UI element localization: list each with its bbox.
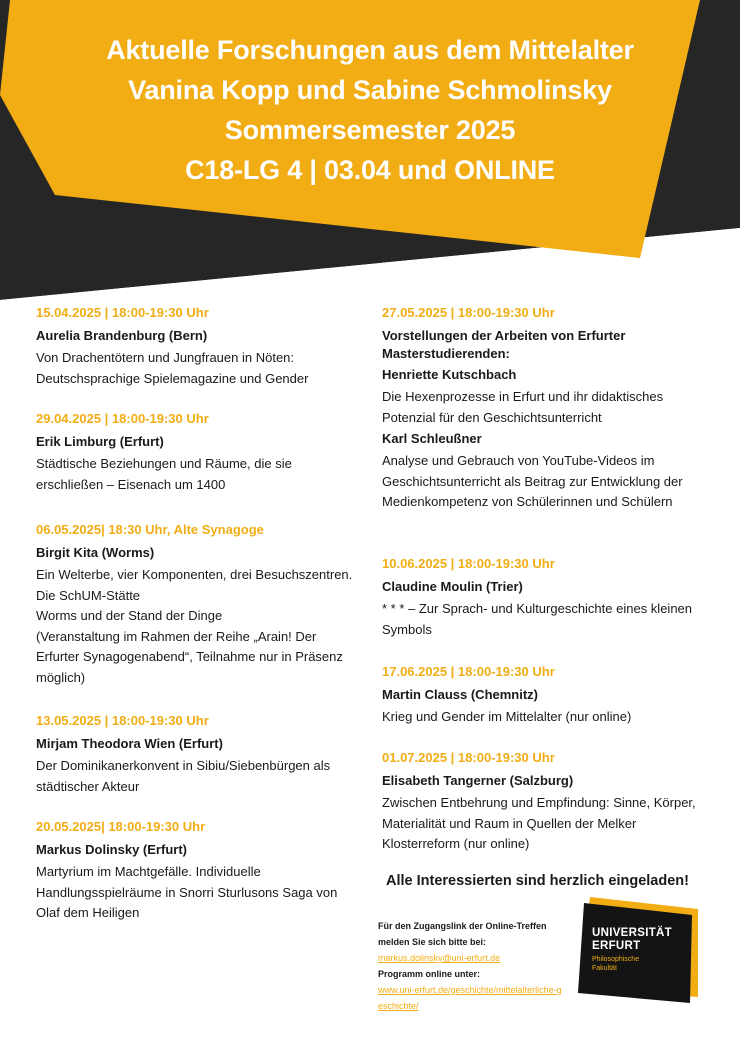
event-speaker: Erik Limburg (Erfurt) xyxy=(36,434,164,449)
event-date: 01.07.2025 | 18:00-19:30 Uhr xyxy=(382,750,555,765)
event-date: 10.06.2025 | 18:00-19:30 Uhr xyxy=(382,556,555,571)
event-talk-title-cont: Worms und der Stand der Dinge xyxy=(36,608,223,623)
event-speaker: Karl Schleußner xyxy=(382,431,482,446)
logo-line-fakultaet: Fakultät xyxy=(592,965,617,972)
event-item xyxy=(382,749,712,855)
event-date: 29.04.2025 | 18:00-19:30 Uhr xyxy=(36,411,209,426)
event-speaker: Elisabeth Tangerner (Salzburg) xyxy=(382,773,574,788)
event-talk-title: Von Drachentötern und Jungfrauen in Nöten: Deutschsprachige Spielemagazine und Gender xyxy=(36,350,309,386)
program-right-column xyxy=(382,304,712,855)
event-item xyxy=(382,555,712,663)
event-session-title: Vorstellungen der Arbeiten von Erfurter Masterstudierenden: xyxy=(382,328,626,361)
event-talk-title: Ein Welterbe, vier Komponenten, drei Besuchszentren. Die SchUM-Stätte xyxy=(36,567,353,603)
program-online-label: Programm online unter: xyxy=(378,969,481,979)
event-item xyxy=(36,521,358,712)
university-logo xyxy=(578,897,700,1003)
event-item xyxy=(36,410,358,521)
event-note: (Veranstaltung im Rahmen der Reihe „Arain! Der Erfurter Synagogenabend“, Teilnahme nur in Präsenz möglich) xyxy=(36,628,343,685)
event-speaker: Birgit Kita (Worms) xyxy=(36,545,155,560)
logo-line-universitaet: UNIVERSITÄT xyxy=(592,927,672,939)
header-title-block xyxy=(0,30,740,190)
event-date: 20.05.2025| 18:00-19:30 Uhr xyxy=(36,819,206,834)
event-speaker: Henriette Kutschbach xyxy=(382,367,517,382)
organizers: Vanina Kopp und Sabine Schmolinsky xyxy=(128,75,612,105)
event-speaker: Martin Clauss (Chemnitz) xyxy=(382,687,539,702)
event-date: 06.05.2025| 18:30 Uhr, Alte Synagoge xyxy=(36,522,264,537)
event-item xyxy=(382,304,712,555)
access-info xyxy=(378,918,564,1014)
header-banner xyxy=(0,0,740,300)
event-item xyxy=(36,304,358,410)
event-date: 27.05.2025 | 18:00-19:30 Uhr xyxy=(382,305,555,320)
event-item xyxy=(36,818,358,924)
event-talk-title: * * * – Zur Sprach- und Kulturgeschichte eines kleinen Symbols xyxy=(382,601,693,637)
event-talk-title: Analyse und Gebrauch von YouTube-Videos im Geschichtsunterricht als Beitrag zur Entwicklung der Medienkompetenz von Schülerinnen und Schülern xyxy=(382,453,683,509)
event-talk-title: Der Dominikanerkonvent in Sibiu/Siebenbürgen als städtischer Akteur xyxy=(36,758,331,794)
series-title: Aktuelle Forschungen aus dem Mittelalter xyxy=(106,35,634,65)
event-item xyxy=(36,712,358,818)
event-date: 17.06.2025 | 18:00-19:30 Uhr xyxy=(382,664,555,679)
semester: Sommersemester 2025 xyxy=(224,115,516,145)
location: C18-LG 4 | 03.04 und ONLINE xyxy=(185,155,555,185)
logo-line-erfurt: ERFURT xyxy=(592,940,641,952)
event-speaker: Mirjam Theodora Wien (Erfurt) xyxy=(36,736,223,751)
event-date: 13.05.2025 | 18:00-19:30 Uhr xyxy=(36,713,209,728)
event-item xyxy=(382,663,712,749)
event-speaker: Aurelia Brandenburg (Bern) xyxy=(36,328,208,343)
event-talk-title: Zwischen Entbehrung und Empfindung: Sinne, Körper, Materialität und Raum in Quellen der Melker Klosterreform (nur online) xyxy=(382,795,696,851)
logo-line-faculty: Philosophische xyxy=(592,956,640,963)
event-speaker: Markus Dolinsky (Erfurt) xyxy=(36,842,187,857)
event-talk-title: Krieg und Gender im Mittelalter (nur online) xyxy=(382,709,632,724)
contact-email-link[interactable]: markus.dolinsky@uni-erfurt.de xyxy=(378,953,501,963)
access-instructions: Für den Zugangslink der Online-Treffen melden Sie sich bitte bei: xyxy=(378,921,547,947)
event-speaker: Claudine Moulin (Trier) xyxy=(382,579,523,594)
event-talk-title: Die Hexenprozesse in Erfurt und ihr didaktisches Potenzial für den Geschichtsunterricht xyxy=(382,389,664,425)
invitation-text: Alle Interessierten sind herzlich eingeladen! xyxy=(386,873,689,889)
program-url-link[interactable]: www.uni-erfurt.de/geschichte/mittelalterliche-geschichte/ xyxy=(378,985,562,1011)
event-talk-title: Städtische Beziehungen und Räume, die sie erschließen – Eisenach um 1400 xyxy=(36,456,292,492)
program-left-column xyxy=(36,304,358,924)
event-talk-title: Martyrium im Machtgefälle. Individuelle Handlungsspielräume in Snorri Sturlusons Saga von Olaf dem Heiligen xyxy=(36,864,338,920)
event-date: 15.04.2025 | 18:00-19:30 Uhr xyxy=(36,305,209,320)
